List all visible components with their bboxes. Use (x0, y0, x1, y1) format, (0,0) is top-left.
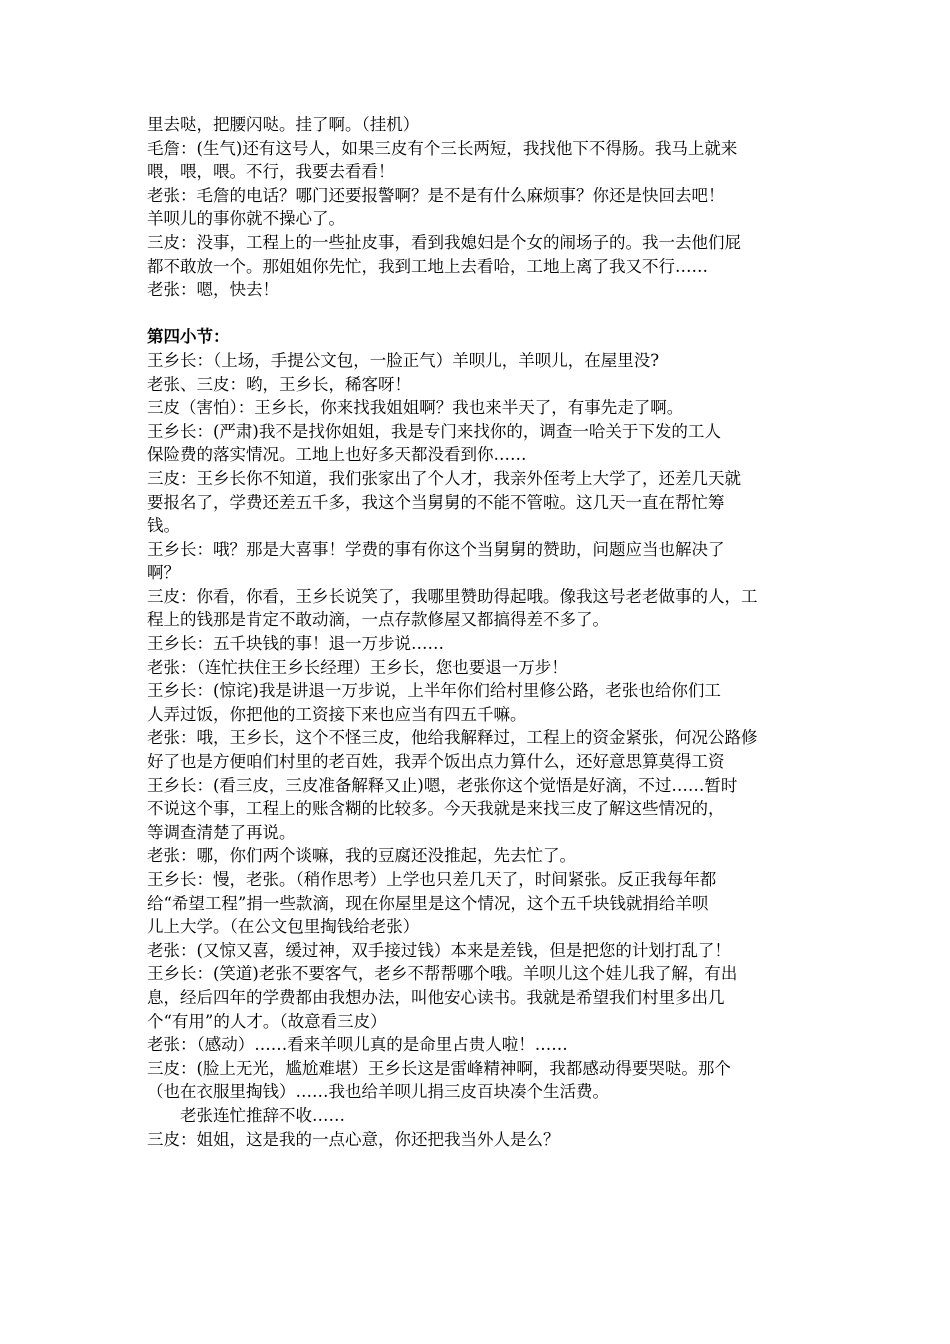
dialogue-line: 羊呗儿的事你就不操心了。 (147, 209, 345, 229)
dialogue-line: 王乡长：(惊诧)我是讲退一万步说，上半年你们给村里修公路，老张也给你们工 (147, 681, 721, 701)
dialogue-line: 王乡长：慢，老张。（稍作思考）上学也只差几天了，时间紧张。反正我每年都 (147, 870, 717, 889)
dialogue-line: 三皮：没事，工程上的一些扯皮事，看到我媳妇是个女的闹场子的。我一去他们屁 (147, 232, 741, 252)
dialogue-line: 老张：哪，你们两个谈嘛，我的豆腐还没推起，先去忙了。 (147, 846, 576, 866)
dialogue-line: 保险费的落实情况。工地上也好多天都没看到你…… (147, 445, 527, 465)
stage-direction: 老张连忙推辞不收…… (180, 1105, 345, 1125)
dialogue-line: 儿上大学。（在公文包里掏钱给老张） (147, 917, 420, 937)
dialogue-line: 老张：嗯，快去！ (147, 280, 279, 300)
dialogue-line: 老张：哦，王乡长，这个不怪三皮，他给我解释过，工程上的资金紧张，何况公路修 (147, 728, 758, 748)
dialogue-block-continued (147, 113, 807, 302)
dialogue-line: 三皮：你看，你看，王乡长说笑了，我哪里赞助得起哦。像我这号老老做事的人，工 (147, 586, 758, 606)
dialogue-line: 要报名了，学费还差五千多，我这个当舅舅的不能不管啦。这几天一直在帮忙筹 (147, 492, 725, 512)
dialogue-line: 老张：(又惊又喜，缓过神，双手接过钱）本来是差钱，但是把您的计划打乱了！ (147, 940, 731, 960)
dialogue-line: 王乡长：五千块钱的事！退一万步说…… (147, 634, 444, 654)
dialogue-line: 里去哒，把腰闪哒。挂了啊。（挂机） (147, 115, 420, 134)
dialogue-line: 都不敢放一个。那姐姐你先忙，我到工地上去看哈，工地上离了我又不行…… (147, 256, 708, 276)
dialogue-line: 好了也是方便咱们村里的老百姓，我弄个饭出点力算什么，还好意思算莫得工资 (147, 752, 725, 772)
dialogue-line: 老张、三皮：哟，王乡长，稀客呀！ (147, 374, 411, 394)
dialogue-line: 王乡长：(笑道)老张不要客气，老乡不帮帮哪个哦。羊呗儿这个娃儿我了解，有出 (147, 964, 738, 984)
dialogue-line: （也在衣服里掏钱）……我也给羊呗儿捐三皮百块凑个生活费。 (147, 1082, 609, 1102)
dialogue-line: 啊？ (147, 563, 180, 583)
dialogue-line: 王乡长：(看三皮，三皮准备解释又止)嗯，老张你这个觉悟是好滴，不过……暂时 (147, 775, 738, 795)
dialogue-line: 给“希望工程”捐一些款滴，现在你屋里是这个情况，这个五千块钱就捐给羊呗 (147, 893, 709, 913)
dialogue-line: 人弄过饭，你把他的工资接下来也应当有四五千嘛。 (147, 704, 527, 724)
dialogue-line: 个“有用”的人才。（故意看三皮） (147, 1011, 387, 1031)
dialogue-line: 喂，喂，喂。不行，我要去看看！ (147, 162, 395, 182)
dialogue-line: 王乡长：(严肃)我不是找你姐姐，我是专门来找你的，调查一哈关于下发的工人 (147, 421, 721, 441)
document-page (147, 113, 807, 1151)
dialogue-line: 三皮（害怕）：王乡长，你来找我姐姐啊？我也来半天了，有事先走了啊。 (147, 398, 684, 418)
dialogue-line: 钱。 (147, 516, 180, 536)
dialogue-line: 三皮：王乡长你不知道，我们张家出了个人才，我亲外侄考上大学了，还差几天就 (147, 468, 741, 488)
dialogue-line: 老张：（感动）……看来羊呗儿真的是命里占贵人啦！…… (147, 1035, 568, 1055)
dialogue-line: 息，经后四年的学费都由我想办法，叫他安心读书。我就是希望我们村里多出几 (147, 987, 725, 1007)
dialogue-line: 老张：毛詹的电话？哪门还要报警啊？是不是有什么麻烦事？你还是快回去吧！ (147, 185, 725, 205)
section-heading: 第四小节： (147, 327, 230, 347)
dialogue-line: 不说这个事，工程上的账含糊的比较多。今天我就是来找三皮了解这些情况的， (147, 799, 725, 819)
dialogue-line: 王乡长：哦？那是大喜事！学费的事有你这个当舅舅的赞助，问题应当也解决了 (147, 539, 725, 559)
dialogue-line: 三皮：(脸上无光，尴尬难堪）王乡长这是雷峰精神啊，我都感动得要哭哒。那个 (147, 1058, 731, 1078)
dialogue-line: 三皮：姐姐，这是我的一点心意，你还把我当外人是么？ (147, 1129, 560, 1149)
dialogue-line: 王乡长：（上场，手提公文包，一脸正气）羊呗儿，羊呗儿，在屋里没? (147, 350, 660, 370)
dialogue-line: 毛詹：(生气)还有这号人，如果三皮有个三长两短，我找他下不得肠。我马上就来 (147, 138, 738, 158)
dialogue-line: 老张：（连忙扶住王乡长经理）王乡长，您也要退一万步！ (147, 657, 568, 677)
paragraph-spacer (147, 302, 807, 326)
dialogue-line: 程上的钱那是肯定不敢动滴，一点存款修屋又都搞得差不多了。 (147, 610, 609, 630)
dialogue-line: 等调查清楚了再说。 (147, 822, 296, 842)
dialogue-block-section-4 (147, 349, 807, 1104)
